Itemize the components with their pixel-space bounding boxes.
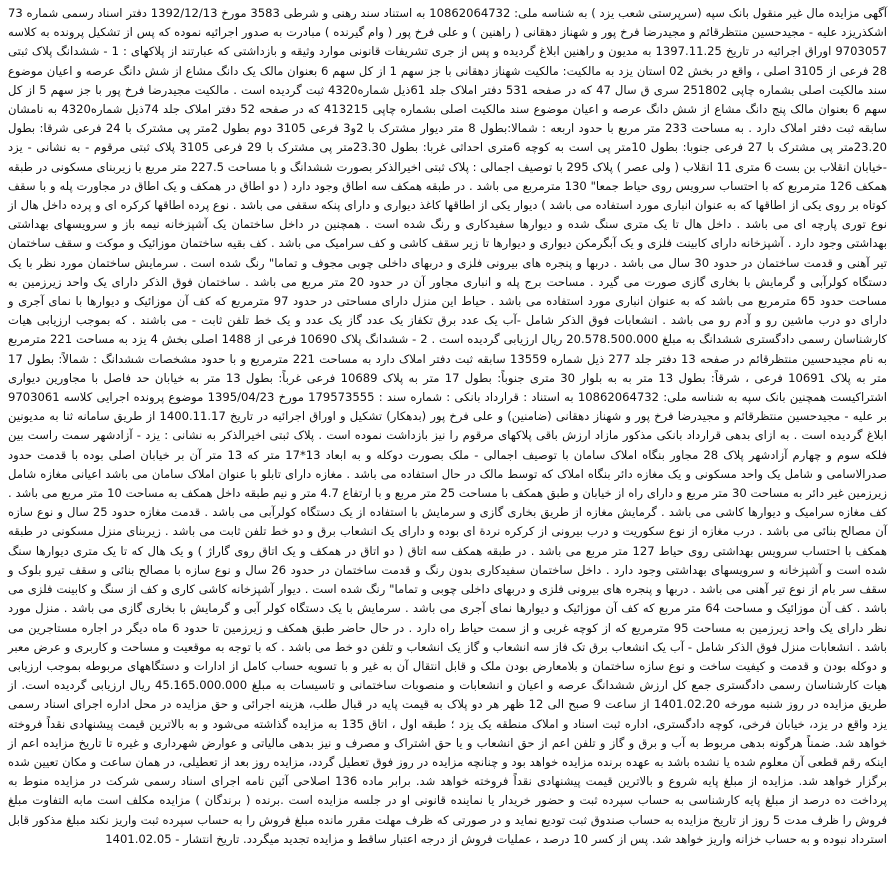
auction-notice-text: آگهی مزایده مال غیر منقول بانک سپه (سرپرستی شعب یزد ) به شناسه ملی: 10862064732 به استناد سند رهنی و شرطی 3583 مورخ 1392/12/13 دفتر اسناد رسمی شماره 73 اشکذریزد علیه - مجیدحسین منتظرقائم و مجیدرضا فرخ پور و شهناز دهقانی ( راهنین ) و علی فرخ پور ( وام گیرنده ) مبادرت به صدور اجرائیه نموده که پس از تشکیل پرونده به کلاسه 9703057 اوراق اجرائیه در تاریخ 1397.11.25 به مدیون و راهنین ابلاغ گردیده و پس از جری تشریفات قانونی موارد وثیقه و بازداشتی که عبارتند از پلاکهای : 1 - ششدانگ پلاک ثبتی 28 فرعی از 3105 اصلی ، واقع در بخش 02 استان یزد به مالکیت: مالکیت شهناز دهقانی با جز سهم 1 از کل سهم 6 بعنوان مالک یک دانگ مشاع از شش دانگ عرصه و اعیان موضوع سند مالکیت اصلی بشماره چاپی 251802 سری ق سال 47 که در صفحه 531 دفتر املاک جلد 61ذیل شماره4320 ثبت گردیده است . مالکیت مجیدرضا فرخ پور با جز سهم 5 از کل سهم 6 بعنوان مالک پنج دانگ مشاع از شش دانگ عرصه و اعیان موضوع سند مالکیت اصلی بشماره چاپی 413215 که در صفحه 52 دفتر املاک جلد 74ذیل شماره4320 به نامشان سابقه ثبت دفتر املاک دارد . به مساحت 233 متر مربع با حدود اربعه : شمالا:بطول 8 متر دیوار مشترک با 2و3 فرعی 3105 دوم بطول 2متر پی مشترک با 24 فرعی شرقا: بطول 23.20متر پی مشترک با 27 فرعی جنوبا: بطول 10متر پی است به کوچه 6متری احداثی غربا: بطول 23.30متر پی مشترک با 29 فرعی 3105 پلاک ثبتی مرقوم - به نشانی - یزد -خیابان انقلاب بن بست 6 متری 11 انقلاب ( ولی عصر ) پلاک 295 با توصیف اجمالی : پلاک ثبتی اخیرالذکر بصورت ششدانگ و با مساحت 227.5 متر مربع با زیربنای مسکونی در طبقه همکف 126 مترمربع که با احتساب سرویس روی حیاط جمعا" 130 مترمربع می باشد . در طبقه همکف سه اطاق وجود دارد ( دو اطاق در همکف و یک اطاق در مجاورت پله و با سقف کوتاه بر روی یکی از اطاقها که به عنوان انباری مورد استفاده می باشد ) دیوار یکی از اطاقها کاغذ دیواری و دارای پنکه سقفی می باشد . نوع پرده اطاقها کرکره ای و پرده داخل هال از نوع توری پارچه ای می باشد . داخل هال تا یک متری سنگ شده و دیوارها سفیدکاری و رنگ شده است . همچنین در داخل ساختمان یک آشپزخانه نیمه باز و سرویسهای بهداشتی بهداشتی وجود دارد . آشپزخانه دارای کابینت فلزی و یک آبگرمکن دیواری و دیوارها تا زیر سقف کاشی و کف سرامیک می باشد . کف بقیه ساختمان موزائیک و موکت و سقف ساختمان تیر آهنی و قدمت ساختمان در حدود 30 سال می باشد . دربها و پنجره های بیرونی فلزی و دربهای داخلی چوبی مجوف و تماما" رنگ شده است . سرمایش ساختمان مورد نظر با یک دستگاه کولرآبی و گرمایش با بخاری گازی صورت می گیرد . مساحت برج پله و انباری مجاور آن در حدود 20 متر مربع می باشد . ساختمان فوق الذکر دارای یک واحد زیرزمین به مساحت حدود 65 مترمربع می باشد که به عنوان انباری مورد استفاده می باشد . حیاط این منزل دارای مساحتی در حدود 97 مترمربع که کف آن موزائیک و دیوارها با نمای آجری و دارای دو درب ماشین رو و آدم رو می باشد . انشعابات فوق الذکر شامل -آب یک عدد برق تکفاز یک عدد گاز یک عدد و یک خط تلفن ثابت - می باشند . که بموجب ارزیابی هیات کارشناسان رسمی دادگستری ششدانگ به مبلغ 20.578.500.000 ریال ارزیابی گردیده است . 2 - ششدانگ پلاک 10690 فرعی از 1488 اصلی بخش 4 یزد به مساحت 221 مترمربع به نام مجیدحسین منتظرقائم در صفحه 13 دفتر جلد 277 ذیل شماره 13559 سابقه ثبت دفتر املاک دارد به مساحت 221 مترمربع و با حدود مشخصات ششدانگ : شمالاً: بطول 17 متر به پلاک 10691 فرعی ، شرقاً: بطول 13 متر به به بلوار 30 متری جنوباً: بطول 17 متر به پلاک 10689 فرعی غرباً: بطول 13 متر به خیابان حد فاصل با مجاورین دیواری اشتراکیست همچنین بانک سپه به شناسه ملی: 10862064732 به استناد : قرارداد بانکی : شماره سند : 179573555 مورخ 1395/04/23 موضوع پرونده اجرایی کلاسه 9703061 بر علیه - مجیدحسین منتظرقائم و مجیدرضا فرخ پور و شهناز دهقانی (ضامنین) و علی فرخ پور (بدهکار) تشکیل و اوراق اجرائیه در تاریخ 1400.11.17 از طریق سامانه ثنا به مدیونین ابلاغ گردیده است . به ازای بدهی قرارداد بانکی مذکور مازاد ارزش باقی پلاکهای مرقوم را نیز بازداشت نموده است . پلاک ثبتی اخیرالذکر به نشانی : یزد - آزادشهر سمت راست بین فلکه سوم و چهارم آزادشهر پلاک 28 مجاور بنگاه املاک سامان با توصیف اجمالی - ملک بصورت دوکله و به ابعاد 13*17 متر که 13 متر آن بر خیابان اصلی بوده با قدمت حدود صدرالاسامی و شامل یک واحد مسکونی و یک مغازه دائر بنگاه املاک که توسط مالک در حال استفاده می باشد . مغازه دارای تابلو با عنوان املاک سامان می باشد اعیانی مغازه شامل زیرزمین غیر دائر به مساحت 30 متر مربع و دارای راه از خیابان و طبق همکف با مساحت 25 متر مربع و با ارتفاع 4.7 متر و نیم طبقه داخل همکف به مساحت 10 متر مربع می باشد . کف مغازه سرامیک و دیوارها کاشی می باشد . گرمایش مغازه از طریق بخاری گازی و سرمایش با استفاده از یک دستگاه کولرآبی می باشد . قدمت مغازه حدود 25 سال و نوع سازه آن مصالح بنائی می باشد . درب مغازه از نوع سکوریت و درب بیرونی از کرکره نردة ای بوده و دارای یک انشعاب برق و دو خط تلفن ثابت می باشد . زیربنای منزل مسکونی در طبقه همکف با احتساب سرویس بهداشتی روی حیاط 127 متر مربع می باشد . در طبقه همکف سه اتاق ( دو اتاق در همکف و یک اتاق روی گاراژ ) و یک هال که تا یک متری دیوارها سنگ شده است و آشپزخانه و سرویسهای بهداشتی وجود دارد . داخل ساختمان سفیدکاری بدون رنگ و قدمت ساختمان در حدود 26 سال و نوع سازه با مصالح بنائی و سقف تیرو بلوک و سقف سر بام از نوع تیر آهنی می باشد . دربها و پنجره های بیرونی فلزی و دربهای داخلی چوبی و تماما" رنگ شده است . دیوار آشپزخانه کاشی کاری و کف از سنگ و کابینت فلزی می باشد . کف آن موزائیک و مساحت 64 متر مربع که کف آن موزائیک و دیوارها نمای آجری می باشد . سرمایش با یک دستگاه کولر آبی و گرمایش با بخاری گازی می باشد . منزل مورد نظر دارای یک واحد زیرزمین به مساحت 95 مترمربع که از کوچه غربی و از سمت حیاط راه دارد . در حال حاضر طبق همکف و زیرزمین تا حدود 6 ماه دیگر در اجاره مستاجرین می باشد . انشعابات منزل فوق الذکر شامل - آب یک انشعاب برق تک فاز سه انشعاب و گاز یک انشعاب و تلفن دو خط می باشد . که با توجه به موقعیت و مساحت و کاربری و عرض معبر و دوکله بودن و قدمت و کیفیت ساخت و نوع سازه ساختمان و بلامعارض بودن ملک و قابل انتقال آن به غیر و با تسویه حساب کامل از ادارات و دستگاههای مربوطه بموجب ارزیابی هیات کارشناسان رسمی دادگستری جمع کل ارزش ششدانگ عرصه و اعیان و انشعابات و منصوبات ساختمانی و تاسیسات به مبلغ 45.165.000.000 ریال ارزیابی گردیده است. از طریق مزایده در روز شنبه مورخه 1401.02.20 از ساعت 9 صبح الی 12 ظهر هر دو پلاک به قیمت پایه در قبال طلب، هزینه اجرائی و حق مزایده در محل اداره اجرای اسناد رسمی یزد واقع در یزد، خیابان فرخی، کوچه دادگستری، اداره ثبت اسناد و املاک منطقه یک یزد ؛ طبقه اول ، اتاق 135 به مزایده گذاشته می‌شود و به بالاترین قیمت پیشنهادی نقداً فروخته خواهد شد. ضمناً هرگونه بدهی مربوط به آب و برق و گاز و تلفن اعم از حق انشعاب و یا حق اشتراک و مصرف و نیز بدهی مالیاتی و عوارض شهرداری و غیره تا تاریخ مزایده اعم از اینکه رقم قطعی آن معلوم شده یا نشده باشد به عهده برنده مزایده خواهد بود و چنانچه مزایده در روز فوق تعطیل گردد، مزایده روز بعد از تعطیلی، در همان ساعت و مکان تعیین شده برگزار خواهد شد. مزایده از مبلغ پایه شروع و بالاترین قیمت پیشنهادی نقداً فروخته خواهد شد. برابر ماده 136 اصلاحی آئین نامه اجرای اسناد رسمی شرکت در مزایده منوط به پرداخت ده درصد از مبلغ پایه کارشناسی به حساب سپرده ثبت و حضور خریدار یا نماینده قانونی او در جلسه مزایده است .برنده ( برندگان ) مزایده مکلف است مابه التفاوت مبلغ فروش را ظرف مدت 5 روز از تاریخ مزایده به حساب صندوق ثبت تودیع نماید و در صورتی که ظرف مهلت مقرر مانده مبلغ فروش را به حساب سپرده ثبت واریز نکند مبلغ مذکور قابل استرداد نبوده و به حساب خزانه واریز خواهد شد. پس از کسر 10 درصد ، عملیات فروش از درجه اعتبار ساقط و مزایده تجدید میگردد. تاریخ انتشار - 1401.02.05 — [8, 6, 888, 846]
